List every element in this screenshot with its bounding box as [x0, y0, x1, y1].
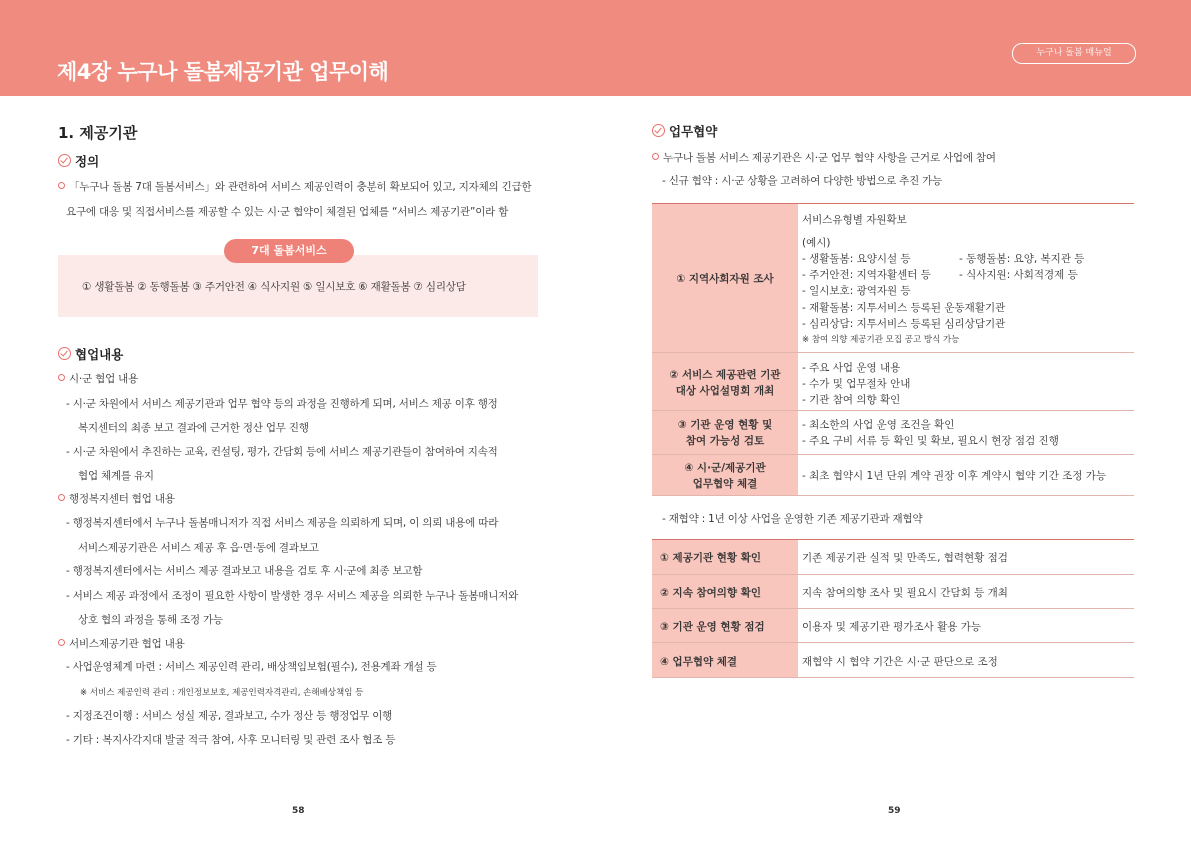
coop-line: - 지정조건이행 : 서비스 성실 제공, 결과보고, 수가 정산 등 행정업무 이행 — [66, 710, 393, 722]
agreement-table — [652, 203, 1134, 490]
table-row — [652, 609, 1134, 643]
new-agreement-line: - 신규 협약 : 시·군 상황을 고려하여 다양한 방법으로 추진 가능 — [662, 175, 943, 187]
cell-text: - 심리상담: 지투서비스 등록된 심리상담기관 — [802, 318, 1006, 330]
coop-bullet-2: 행정복지센터 협업 내용 — [58, 491, 175, 506]
coop-line: - 시·군 차원에서 추진하는 교육, 컨설팅, 평가, 간담회 등에 서비스 제공기관들이 참여하여 지속적 — [66, 446, 498, 458]
ring-bullet-icon — [58, 182, 65, 189]
table-row — [652, 455, 1134, 496]
table-row — [652, 411, 1134, 455]
cell-text: - 기관 참여 의향 확인 — [802, 394, 901, 406]
row-label: ② 서비스 제공관련 기관 대상 사업설명회 개최 — [652, 353, 798, 410]
cooperation-heading: 협업내용 — [58, 345, 123, 363]
coop-note: ※ 서비스 제공인력 관리 : 개인정보보호, 제공인력자격관리, 손해배상책임 등 — [80, 688, 364, 698]
definition-heading: 정의 — [58, 152, 99, 170]
page-number-left: 58 — [292, 806, 305, 816]
check-circle-icon — [58, 347, 71, 360]
row-label: ④ 시·군/제공기관 업무협약 체결 — [652, 455, 798, 495]
renewal-line: - 재협약 : 1년 이상 사업을 운영한 기존 제공기관과 재협약 — [662, 513, 923, 525]
row-label: ① 지역사회자원 조사 — [652, 204, 798, 352]
ring-bullet-icon — [58, 494, 65, 501]
row-label: ① 제공기관 현황 확인 — [652, 540, 798, 574]
cell-text: - 생활돌봄: 요양시설 등 — [802, 253, 911, 265]
cell-text: - 주요 사업 운영 내용 — [802, 362, 901, 374]
cell-text: - 주거안전: 지역자활센터 등 — [802, 269, 931, 281]
page-number-right: 59 — [888, 806, 901, 816]
cell-text: - 식사지원: 사회적경제 등 — [959, 269, 1078, 281]
cell-text: (예시) — [802, 237, 831, 249]
ring-bullet-icon — [58, 374, 65, 381]
definition-line-2: 요구에 대응 및 직접서비스를 제공할 수 있는 시·군 협약이 체결된 업체를 “서비스 제공기관”이라 함 — [66, 206, 509, 218]
chapter-title: 제4장 누구나 돌봄제공기관 업무이해 — [57, 60, 389, 84]
cell-text: 서비스유형별 자원확보 — [802, 214, 907, 226]
row-label: ② 지속 참여의향 확인 — [652, 575, 798, 608]
cell-text: 이용자 및 제공기관 평가조사 활용 가능 — [802, 621, 981, 633]
cell-text: 지속 참여의향 조사 및 필요시 간담회 등 개최 — [802, 587, 1008, 599]
definition-line-1: 「누구나 돌봄 7대 돌봄서비스」와 관련하여 서비스 제공인력이 충분히 확보되어 있고, 지자체의 긴급한 — [58, 179, 531, 194]
check-circle-icon — [58, 154, 71, 167]
coop-line: - 행정복지센터에서 누구나 돌봄매니저가 직접 서비스 제공을 의뢰하게 되며, 이 의뢰 내용에 따라 — [66, 517, 499, 529]
section-title: 1. 제공기관 — [58, 124, 138, 142]
coop-line: - 시·군 차원에서 서비스 제공기관과 업무 협약 등의 과정을 진행하게 되며, 서비스 제공 이후 행정 — [66, 398, 498, 410]
coop-line: 상호 협의 과정을 통해 조정 가능 — [78, 614, 223, 626]
coop-bullet-1: 시·군 협업 내용 — [58, 371, 138, 386]
services-list: ① 생활돌봄 ② 동행돌봄 ③ 주거안전 ④ 식사지원 ⑤ 일시보호 ⑥ 재활돌봄 ⑦ 심리상담 — [82, 281, 466, 293]
row-label: ③ 기관 운영 현황 및 참여 가능성 검토 — [652, 411, 798, 454]
table-row — [652, 353, 1134, 411]
coop-line: - 서비스 제공 과정에서 조정이 필요한 사항이 발생한 경우 서비스 제공을 의뢰한 누구나 돌봄매니저와 — [66, 590, 519, 602]
ring-bullet-icon — [58, 639, 65, 646]
table-row — [652, 575, 1134, 609]
agreement-heading: 업무협약 — [652, 122, 717, 140]
check-circle-icon — [652, 124, 665, 137]
cell-text: - 최초 협약시 1년 단위 계약 권장 이후 계약시 협약 기간 조정 가능 — [802, 470, 1107, 482]
renewal-table — [652, 539, 1134, 668]
cell-text: 재협약 시 협약 기간은 시·군 판단으로 조정 — [802, 656, 998, 668]
coop-line: - 기타 : 복지사각지대 발굴 적극 참여, 사후 모니터링 및 관련 조사 협조 등 — [66, 734, 396, 746]
row-label: ④ 업무협약 체결 — [652, 643, 798, 677]
table-row — [652, 643, 1134, 678]
services-label: 7대 돌봄서비스 — [224, 239, 354, 263]
agreement-intro: 누구나 돌봄 서비스 제공기관은 시·군 업무 협약 사항을 근거로 사업에 참여 — [652, 150, 996, 165]
ring-bullet-icon — [652, 153, 659, 160]
table-row — [652, 204, 1134, 353]
coop-line: 서비스제공기관은 서비스 제공 후 읍·면·동에 결과보고 — [78, 542, 319, 554]
cell-text: 기존 제공기관 실적 및 만족도, 협력현황 점검 — [802, 552, 1008, 564]
cell-text: - 재활돌봄: 지투서비스 등록된 운동재활기관 — [802, 302, 1006, 314]
row-label: ③ 기관 운영 현황 점검 — [652, 609, 798, 642]
coop-line: 협업 체계를 유지 — [78, 470, 154, 482]
cell-text: - 동행돌봄: 요양, 복지관 등 — [959, 253, 1085, 265]
table-row — [652, 540, 1134, 575]
coop-line: - 사업운영체계 마련 : 서비스 제공인력 관리, 배상책임보험(필수), 전용계좌 개설 등 — [66, 661, 437, 673]
cell-text: - 일시보호: 광역자원 등 — [802, 285, 911, 297]
cell-text: - 수가 및 업무절차 안내 — [802, 378, 911, 390]
cell-text: - 주요 구비 서류 등 확인 및 확보, 필요시 현장 점검 진행 — [802, 435, 1059, 447]
cell-text: - 최소한의 사업 운영 조건을 확인 — [802, 419, 955, 431]
cell-note: ※ 참여 의향 제공기관 모집 공고 방식 가능 — [802, 335, 960, 345]
coop-bullet-3: 서비스제공기관 협업 내용 — [58, 636, 185, 651]
coop-line: - 행정복지센터에서는 서비스 제공 결과보고 내용을 검토 후 시·군에 최종 보고함 — [66, 565, 423, 577]
manual-badge: 누구나 돌봄 매뉴얼 — [1012, 43, 1136, 64]
coop-line: 복지센터의 최종 보고 결과에 근거한 정산 업무 진행 — [78, 422, 309, 434]
